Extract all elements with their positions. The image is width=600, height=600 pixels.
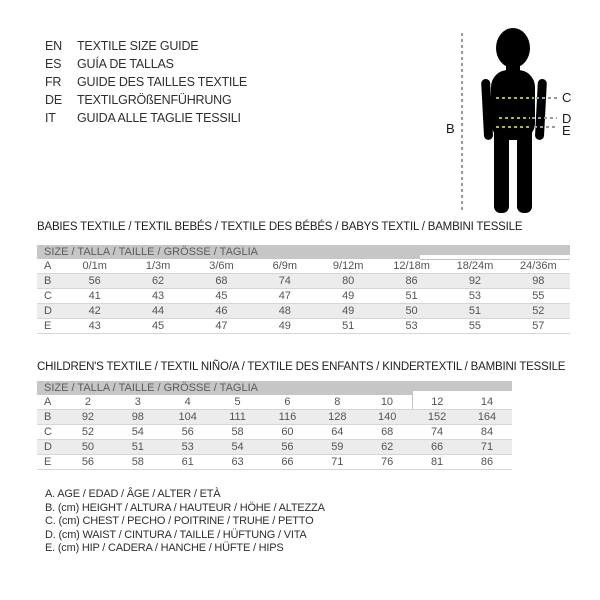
- size-cell: 140: [362, 410, 412, 425]
- size-cell: 71: [312, 455, 362, 470]
- size-cell: 55: [507, 289, 570, 304]
- size-cell: 45: [126, 319, 189, 334]
- row-label: D: [37, 304, 63, 319]
- size-cell: 48: [253, 304, 316, 319]
- legend-line: C. (cm) CHEST / PECHO / POITRINE / TRUHE / PETTO: [45, 515, 314, 528]
- table-row: [37, 410, 512, 425]
- legend-line: B. (cm) HEIGHT / ALTURA / HAUTEUR / HÖHE / ALTEZZA: [45, 501, 325, 514]
- size-cell: 44: [126, 304, 189, 319]
- size-cell: 68: [190, 274, 253, 289]
- size-cell: 56: [163, 425, 213, 440]
- size-cell: 51: [113, 440, 163, 455]
- size-cell: 164: [462, 410, 512, 425]
- babies-table-grid: [37, 259, 570, 334]
- chest-guide-line: [536, 97, 557, 99]
- legend-line: A. AGE / EDAD / ÂGE / ALTER / ETÀ: [45, 488, 221, 500]
- size-cell: 66: [263, 455, 313, 470]
- size-cell: 53: [380, 319, 443, 334]
- size-cell: 80: [317, 274, 380, 289]
- height-guide-line: [461, 33, 463, 213]
- size-cell: 24/36m: [507, 259, 570, 274]
- size-cell: 84: [462, 425, 512, 440]
- row-label: B: [37, 274, 63, 289]
- size-cell: 56: [63, 455, 113, 470]
- language-row: [45, 55, 247, 73]
- language-title: TEXTILE SIZE GUIDE: [77, 39, 199, 53]
- size-cell: 9/12m: [317, 259, 380, 274]
- size-cell: 10: [362, 395, 412, 410]
- measurement-legend: [45, 488, 325, 556]
- size-cell: 81: [412, 455, 462, 470]
- size-cell: 12/18m: [380, 259, 443, 274]
- children-table-header-bar: [37, 381, 512, 395]
- size-cell: 14: [462, 395, 512, 410]
- row-label: B: [37, 410, 63, 425]
- size-cell: 55: [443, 319, 506, 334]
- table-row: [37, 455, 512, 470]
- babies-table-header-label: SIZE / TALLA / TAILLE / GRÖSSE / TAGLIA: [44, 246, 258, 258]
- size-cell: 52: [507, 304, 570, 319]
- table-row: [37, 440, 512, 455]
- size-cell: 6: [263, 395, 313, 410]
- size-cell: 47: [253, 289, 316, 304]
- waist-measure-line: [499, 117, 530, 119]
- language-code: DE: [45, 93, 62, 107]
- size-cell: 71: [462, 440, 512, 455]
- size-cell: 152: [412, 410, 462, 425]
- size-cell: 98: [507, 274, 570, 289]
- row-label: D: [37, 440, 63, 455]
- language-row: [45, 91, 247, 109]
- size-cell: 92: [63, 410, 113, 425]
- table-row: [37, 395, 512, 410]
- language-list: [45, 37, 247, 127]
- table-row: [37, 259, 570, 274]
- figure-label-hip: E: [562, 123, 571, 138]
- children-size-table: [37, 381, 512, 470]
- language-row: [45, 37, 247, 55]
- legend-line: E. (cm) HIP / CADERA / HANCHE / HÜFTE / HIPS: [45, 542, 284, 555]
- size-cell: 64: [312, 425, 362, 440]
- size-cell: 74: [253, 274, 316, 289]
- table-row: [37, 425, 512, 440]
- size-cell: 52: [63, 425, 113, 440]
- size-cell: 62: [126, 274, 189, 289]
- size-cell: 51: [380, 289, 443, 304]
- size-cell: 49: [317, 304, 380, 319]
- header-bar-notch: [413, 391, 512, 395]
- size-cell: 51: [443, 304, 506, 319]
- language-title: GUÍA DE TALLAS: [77, 57, 174, 71]
- size-cell: 66: [412, 440, 462, 455]
- row-label: A: [37, 395, 63, 410]
- row-label: E: [37, 455, 63, 470]
- language-code: EN: [45, 39, 62, 53]
- size-cell: 4: [163, 395, 213, 410]
- size-cell: 42: [63, 304, 126, 319]
- size-cell: 54: [213, 440, 263, 455]
- size-cell: 76: [362, 455, 412, 470]
- babies-section-title: BABIES TEXTILE / TEXTIL BEBÉS / TEXTILE DES BÉBÉS / BABYS TEXTIL / BAMBINI TESSILE: [37, 221, 523, 233]
- size-cell: 51: [317, 319, 380, 334]
- measurement-figure: [440, 0, 600, 220]
- language-title: TEXTILGRÖßENFÜHRUNG: [77, 93, 232, 107]
- row-label: C: [37, 425, 63, 440]
- size-cell: 116: [263, 410, 313, 425]
- size-cell: 53: [443, 289, 506, 304]
- size-cell: 50: [63, 440, 113, 455]
- size-cell: 49: [253, 319, 316, 334]
- size-cell: 104: [163, 410, 213, 425]
- size-cell: 50: [380, 304, 443, 319]
- size-cell: 0/1m: [63, 259, 126, 274]
- language-row: [45, 109, 247, 127]
- size-cell: 2: [63, 395, 113, 410]
- size-cell: 56: [263, 440, 313, 455]
- size-cell: 86: [462, 455, 512, 470]
- size-cell: 1/3m: [126, 259, 189, 274]
- size-cell: 3: [113, 395, 163, 410]
- size-cell: 49: [317, 289, 380, 304]
- language-code: ES: [45, 57, 62, 71]
- size-cell: 54: [113, 425, 163, 440]
- language-title: GUIDA ALLE TAGLIE TESSILI: [77, 111, 241, 125]
- header-bar-notch: [420, 255, 570, 260]
- language-row: [45, 73, 247, 91]
- size-cell: 98: [113, 410, 163, 425]
- legend-line: D. (cm) WAIST / CINTURA / TAILLE / HÜFTUNG / VITA: [45, 528, 307, 541]
- language-code: FR: [45, 75, 62, 89]
- size-cell: 58: [213, 425, 263, 440]
- language-code: IT: [45, 111, 56, 125]
- size-cell: 63: [213, 455, 263, 470]
- size-cell: 18/24m: [443, 259, 506, 274]
- babies-size-table: [37, 245, 570, 334]
- size-cell: 68: [362, 425, 412, 440]
- table-row: [37, 319, 570, 334]
- size-cell: 5: [213, 395, 263, 410]
- hip-measure-line: [496, 126, 532, 128]
- size-cell: 57: [507, 319, 570, 334]
- table-row: [37, 304, 570, 319]
- table-row: [37, 274, 570, 289]
- size-cell: 6/9m: [253, 259, 316, 274]
- figure-label-chest: C: [562, 90, 572, 105]
- row-label: E: [37, 319, 63, 334]
- size-cell: 86: [380, 274, 443, 289]
- size-cell: 92: [443, 274, 506, 289]
- size-cell: 46: [190, 304, 253, 319]
- children-table-header-label: SIZE / TALLA / TAILLE / GRÖSSE / TAGLIA: [44, 382, 258, 394]
- size-cell: 128: [312, 410, 362, 425]
- table-row: [37, 289, 570, 304]
- size-cell: 59: [312, 440, 362, 455]
- size-cell: 41: [63, 289, 126, 304]
- row-label: C: [37, 289, 63, 304]
- figure-label-height: B: [446, 121, 455, 136]
- size-cell: 111: [213, 410, 263, 425]
- language-title: GUIDE DES TAILLES TEXTILE: [77, 75, 248, 89]
- size-cell: 53: [163, 440, 213, 455]
- babies-table-header-bar: [37, 245, 570, 259]
- figure-label-waist: D: [562, 111, 572, 126]
- size-cell: 43: [63, 319, 126, 334]
- hip-guide-line: [534, 126, 557, 128]
- size-cell: 3/6m: [190, 259, 253, 274]
- waist-guide-line: [532, 117, 557, 119]
- size-cell: 74: [412, 425, 462, 440]
- size-cell: 61: [163, 455, 213, 470]
- chest-measure-line: [496, 97, 534, 99]
- size-cell: 8: [312, 395, 362, 410]
- row-label: A: [37, 259, 63, 274]
- size-cell: 45: [190, 289, 253, 304]
- child-silhouette-icon: [480, 27, 548, 217]
- size-cell: 47: [190, 319, 253, 334]
- size-cell: 62: [362, 440, 412, 455]
- size-cell: 56: [63, 274, 126, 289]
- children-section-title: CHILDREN'S TEXTILE / TEXTIL NIÑO/A / TEXTILE DES ENFANTS / KINDERTEXTIL / BAMBINI TESSILE: [37, 361, 566, 373]
- size-cell: 43: [126, 289, 189, 304]
- children-table-grid: [37, 395, 512, 470]
- size-cell: 12: [412, 395, 462, 410]
- size-cell: 58: [113, 455, 163, 470]
- size-cell: 60: [263, 425, 313, 440]
